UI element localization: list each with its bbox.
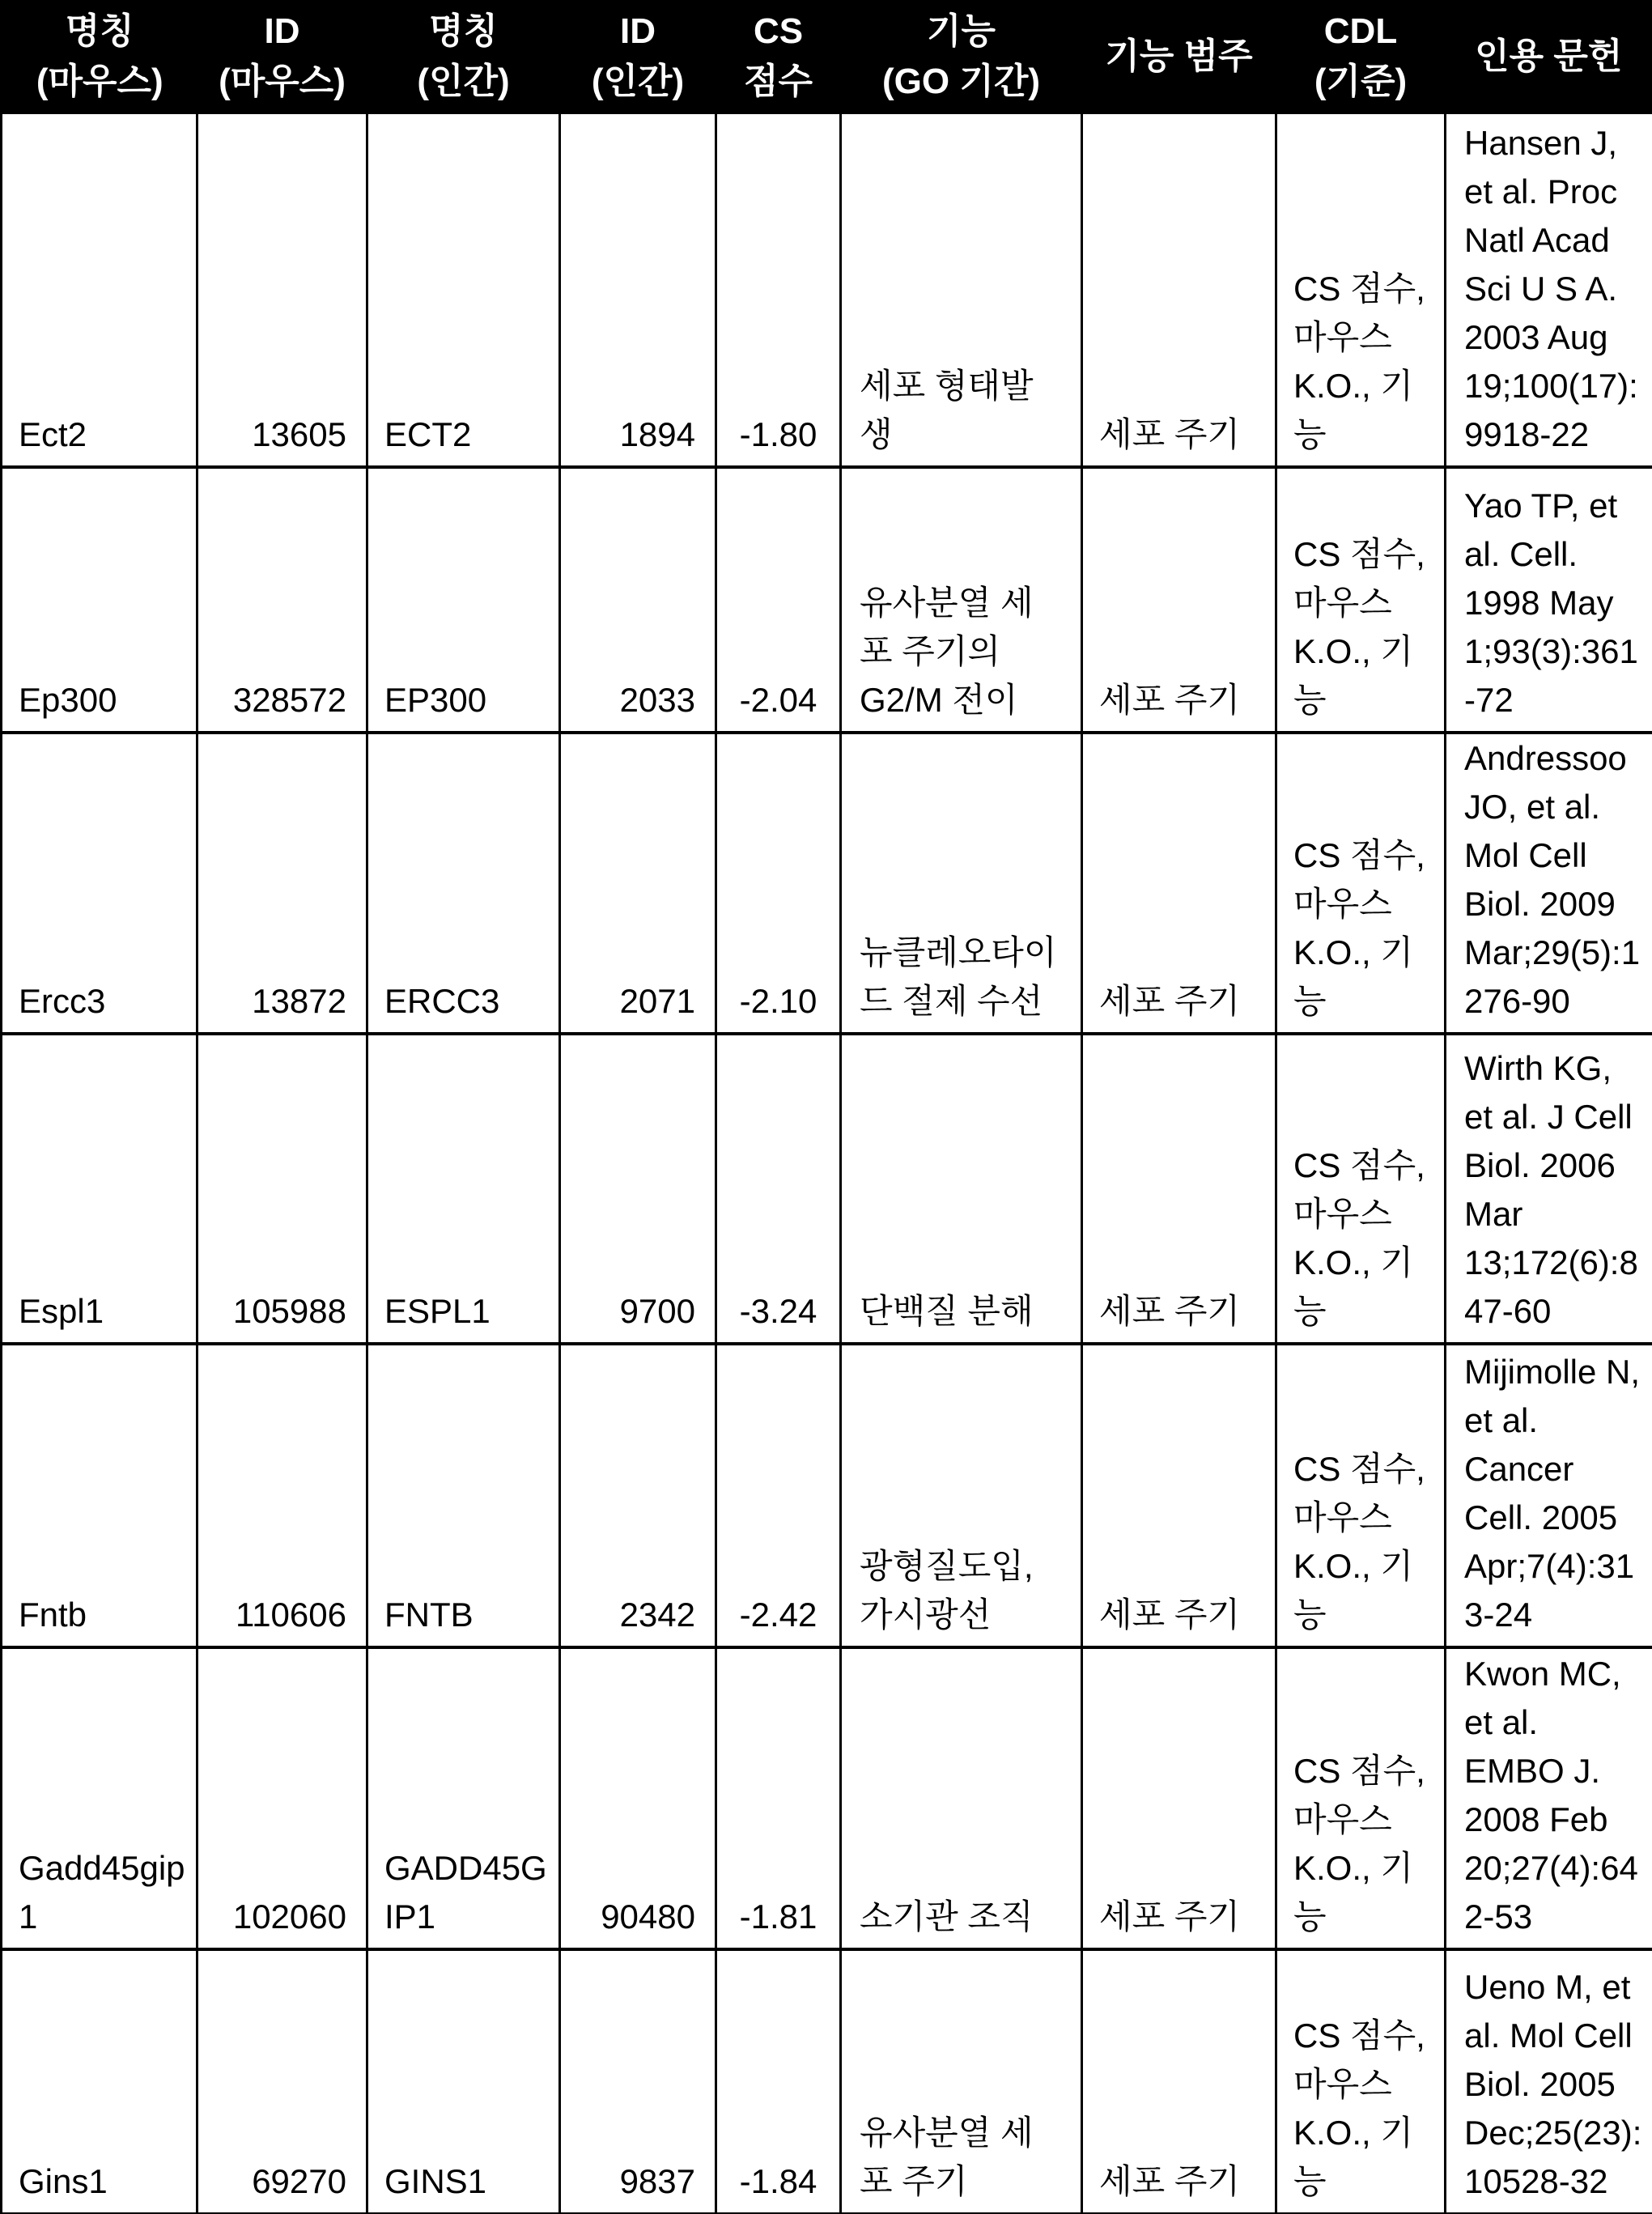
cell-name-human: GADD45GIP1	[367, 1647, 560, 1949]
cell-cs-score: -2.10	[716, 733, 841, 1034]
cell-id-mouse: 13605	[197, 113, 367, 467]
cell-id-mouse: 13872	[197, 733, 367, 1034]
cell-id-human: 90480	[560, 1647, 716, 1949]
cell-cs-score: -1.80	[716, 113, 841, 467]
cell-category: 세포 주기	[1082, 1949, 1276, 2214]
cell-citation: Yao TP, et al. Cell. 1998 May 1;93(3):361-72	[1446, 467, 1652, 733]
column-header-name-human: 명칭 (인간)	[367, 2, 560, 113]
header-row	[2, 2, 1652, 113]
cell-name-mouse: Ep300	[2, 467, 197, 733]
cell-cs-score: -3.24	[716, 1034, 841, 1344]
cell-id-human: 2342	[560, 1344, 716, 1647]
cell-id-mouse: 105988	[197, 1034, 367, 1344]
column-header-id-mouse: ID (마우스)	[197, 2, 367, 113]
cell-function: 세포 형태발생	[841, 113, 1082, 467]
cell-category: 세포 주기	[1082, 1034, 1276, 1344]
column-header-name-mouse: 명칭 (마우스)	[2, 2, 197, 113]
cell-id-human: 9837	[560, 1949, 716, 2214]
table-row	[2, 733, 1652, 1034]
cell-name-mouse: Ercc3	[2, 733, 197, 1034]
column-header-function-category: 기능 범주	[1082, 2, 1276, 113]
cell-cdl: CS 점수, 마우스 K.O., 기능	[1276, 1949, 1446, 2214]
cell-cdl: CS 점수, 마우스 K.O., 기능	[1276, 113, 1446, 467]
cell-citation: Andressoo JO, et al. Mol Cell Biol. 2009 Mar;29(5):1276-90	[1446, 733, 1652, 1034]
cell-citation: Ueno M, et al. Mol Cell Biol. 2005 Dec;25(23):10528-32	[1446, 1949, 1652, 2214]
cell-citation: Kwon MC, et al. EMBO J. 2008 Feb 20;27(4):642-53	[1446, 1647, 1652, 1949]
column-header-function: 기능 (GO 기간)	[841, 2, 1082, 113]
cell-citation: Wirth KG, et al. J Cell Biol. 2006 Mar 13;172(6):847-60	[1446, 1034, 1652, 1344]
cell-id-human: 9700	[560, 1034, 716, 1344]
cell-cs-score: -2.04	[716, 467, 841, 733]
table-row	[2, 1344, 1652, 1647]
cell-name-mouse: Ect2	[2, 113, 197, 467]
table-row	[2, 1647, 1652, 1949]
cell-id-mouse: 328572	[197, 467, 367, 733]
cell-function: 뉴클레오타이드 절제 수선	[841, 733, 1082, 1034]
cell-name-human: EP300	[367, 467, 560, 733]
table-row	[2, 113, 1652, 467]
cell-name-mouse: Espl1	[2, 1034, 197, 1344]
cell-cdl: CS 점수, 마우스 K.O., 기능	[1276, 1034, 1446, 1344]
cell-cdl: CS 점수, 마우스 K.O., 기능	[1276, 733, 1446, 1034]
cell-id-mouse: 69270	[197, 1949, 367, 2214]
cell-function: 광형질도입, 가시광선	[841, 1344, 1082, 1647]
cell-function: 유사분열 세포 주기의 G2/M 전이	[841, 467, 1082, 733]
table-row	[2, 1949, 1652, 2214]
cell-function: 유사분열 세포 주기	[841, 1949, 1082, 2214]
cell-id-mouse: 110606	[197, 1344, 367, 1647]
cell-name-human: ERCC3	[367, 733, 560, 1034]
cell-name-mouse: Gins1	[2, 1949, 197, 2214]
column-header-id-human: ID (인간)	[560, 2, 716, 113]
cell-citation: Hansen J, et al. Proc Natl Acad Sci U S A. 2003 Aug 19;100(17):9918-22	[1446, 113, 1652, 467]
cell-id-human: 1894	[560, 113, 716, 467]
cell-cdl: CS 점수, 마우스 K.O., 기능	[1276, 1344, 1446, 1647]
cell-category: 세포 주기	[1082, 1647, 1276, 1949]
cell-cs-score: -1.81	[716, 1647, 841, 1949]
cell-id-mouse: 102060	[197, 1647, 367, 1949]
cell-cs-score: -1.84	[716, 1949, 841, 2214]
cell-function: 소기관 조직	[841, 1647, 1082, 1949]
cell-function: 단백질 분해	[841, 1034, 1082, 1344]
cell-name-human: ECT2	[367, 113, 560, 467]
column-header-citation: 인용 문헌	[1446, 2, 1652, 113]
cell-category: 세포 주기	[1082, 733, 1276, 1034]
cell-id-human: 2071	[560, 733, 716, 1034]
cell-citation: Mijimolle N, et al. Cancer Cell. 2005 Apr;7(4):313-24	[1446, 1344, 1652, 1647]
cell-cdl: CS 점수, 마우스 K.O., 기능	[1276, 467, 1446, 733]
cell-id-human: 2033	[560, 467, 716, 733]
cell-category: 세포 주기	[1082, 113, 1276, 467]
column-header-cs-score: CS 점수	[716, 2, 841, 113]
cell-name-mouse: Fntb	[2, 1344, 197, 1647]
table-row	[2, 467, 1652, 733]
cell-cdl: CS 점수, 마우스 K.O., 기능	[1276, 1647, 1446, 1949]
table-row	[2, 1034, 1652, 1344]
cell-name-human: GINS1	[367, 1949, 560, 2214]
cell-name-mouse: Gadd45gip1	[2, 1647, 197, 1949]
cell-category: 세포 주기	[1082, 467, 1276, 733]
cell-name-human: FNTB	[367, 1344, 560, 1647]
cell-cs-score: -2.42	[716, 1344, 841, 1647]
cell-name-human: ESPL1	[367, 1034, 560, 1344]
column-header-cdl: CDL (기준)	[1276, 2, 1446, 113]
cell-category: 세포 주기	[1082, 1344, 1276, 1647]
